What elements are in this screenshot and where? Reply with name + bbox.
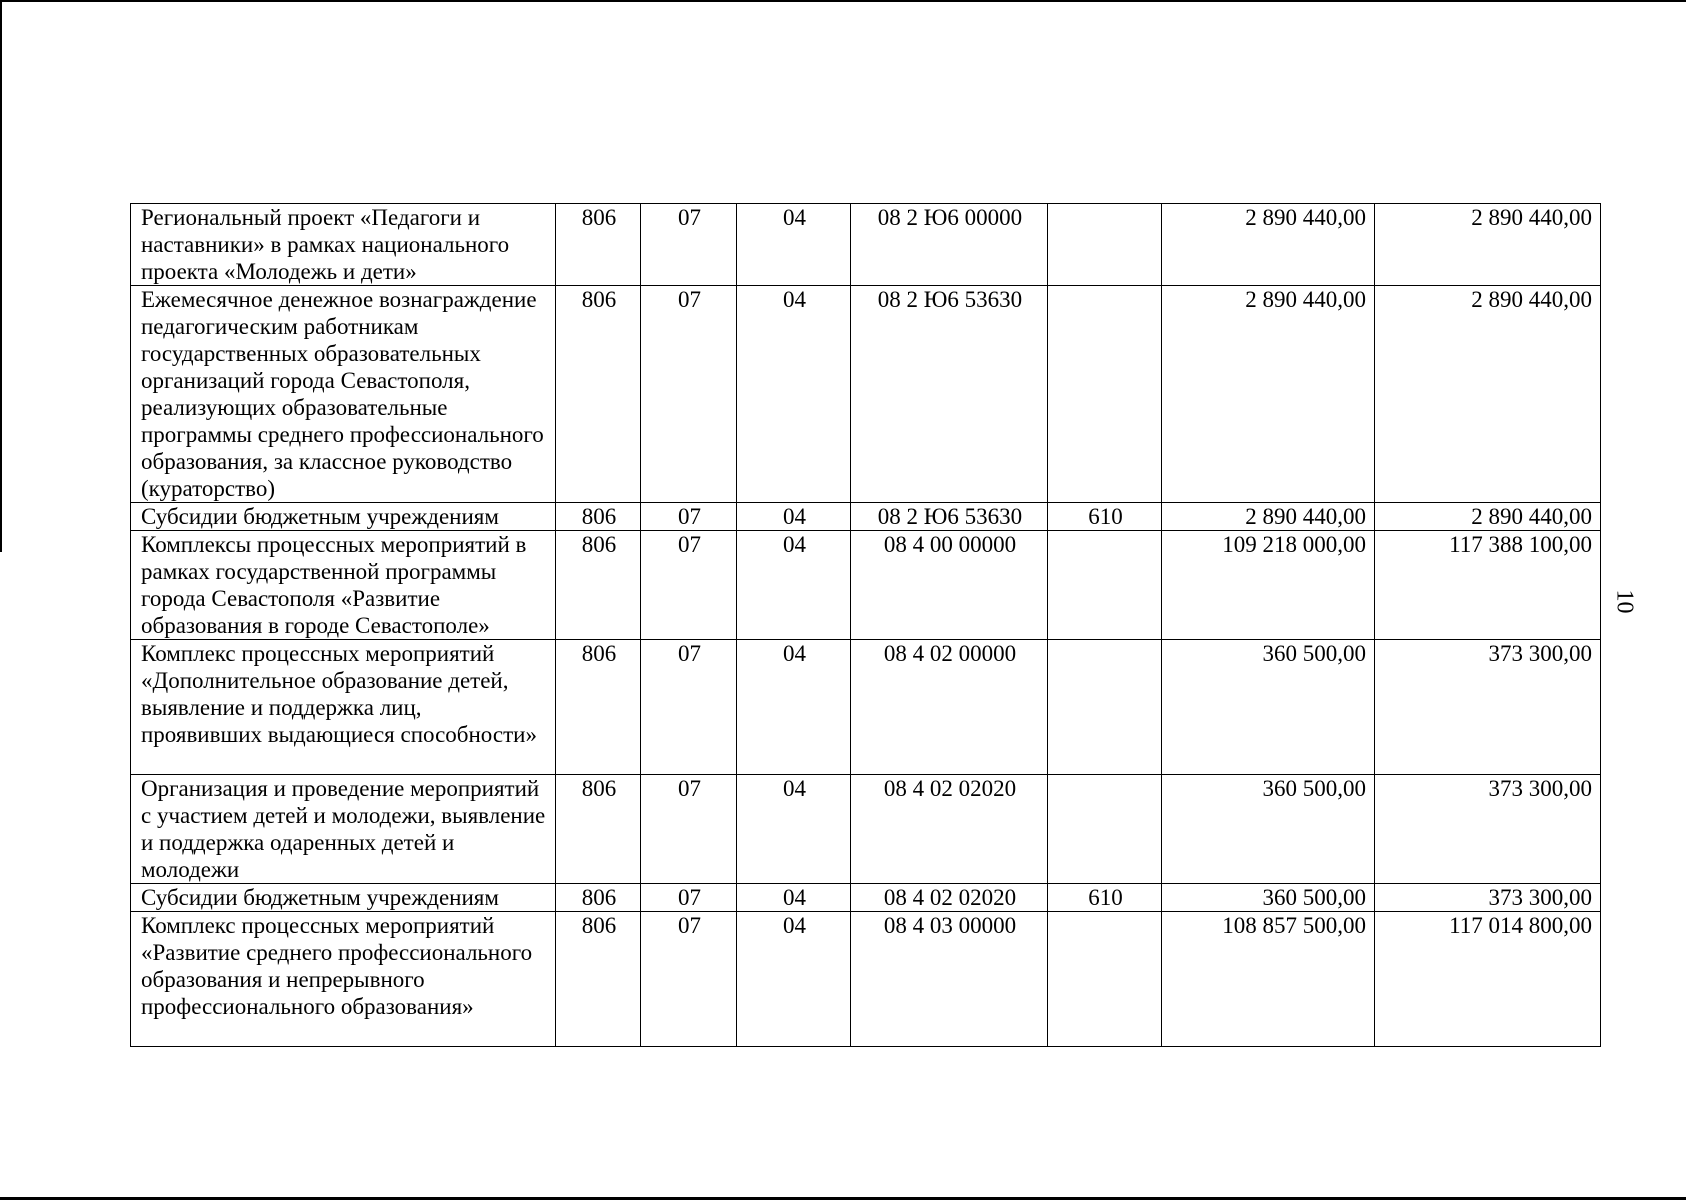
dept-code-cell: 806 [556, 286, 641, 503]
section-code-cell: 07 [641, 531, 737, 640]
expense-type-cell [1048, 640, 1162, 775]
table-row [131, 503, 1601, 531]
section-code-cell: 07 [641, 640, 737, 775]
row-name-cell: Комплексы процессных мероприятий в рамках государственной программы города Севастополя «Развитие образования в городе Севастополе» [131, 531, 556, 640]
row-name-cell: Комплекс процессных мероприятий «Развитие среднего профессионального образования и непрерывного профессионального образования» [131, 912, 556, 1047]
dept-code-cell: 806 [556, 640, 641, 775]
amount-year2-cell: 117 014 800,00 [1375, 912, 1601, 1047]
scan-edge-top [0, 0, 1686, 2]
table-row [131, 884, 1601, 912]
row-name-cell: Ежемесячное денежное вознаграждение педагогическим работникам государственных образовательных организаций города Севастополя, реализующих образовательные программы среднего профессионального образования, за классное руководство (кураторство) [131, 286, 556, 503]
target-article-cell: 08 2 Ю6 00000 [851, 204, 1048, 286]
target-article-cell: 08 4 02 02020 [851, 884, 1048, 912]
amount-year1-cell: 360 500,00 [1162, 775, 1375, 884]
amount-year2-cell: 2 890 440,00 [1375, 204, 1601, 286]
amount-year1-cell: 360 500,00 [1162, 884, 1375, 912]
row-name-cell: Субсидии бюджетным учреждениям [131, 884, 556, 912]
section-code-cell: 07 [641, 775, 737, 884]
amount-year2-cell: 117 388 100,00 [1375, 531, 1601, 640]
expense-type-cell [1048, 286, 1162, 503]
amount-year2-cell: 2 890 440,00 [1375, 286, 1601, 503]
subsection-code-cell: 04 [737, 640, 851, 775]
dept-code-cell: 806 [556, 912, 641, 1047]
table-row [131, 775, 1601, 884]
subsection-code-cell: 04 [737, 503, 851, 531]
expense-type-cell [1048, 531, 1162, 640]
subsection-code-cell: 04 [737, 204, 851, 286]
subsection-code-cell: 04 [737, 286, 851, 503]
target-article-cell: 08 4 02 00000 [851, 640, 1048, 775]
dept-code-cell: 806 [556, 884, 641, 912]
section-code-cell: 07 [641, 286, 737, 503]
row-name-cell: Региональный проект «Педагоги и наставники» в рамках национального проекта «Молодежь и дети» [131, 204, 556, 286]
amount-year1-cell: 2 890 440,00 [1162, 503, 1375, 531]
row-name-cell: Субсидии бюджетным учреждениям [131, 503, 556, 531]
expense-type-cell [1048, 912, 1162, 1047]
expense-type-cell [1048, 775, 1162, 884]
target-article-cell: 08 2 Ю6 53630 [851, 503, 1048, 531]
table-row [131, 640, 1601, 775]
table-row [131, 912, 1601, 1047]
table-row [131, 204, 1601, 286]
subsection-code-cell: 04 [737, 775, 851, 884]
amount-year1-cell: 2 890 440,00 [1162, 286, 1375, 503]
target-article-cell: 08 4 02 02020 [851, 775, 1048, 884]
dept-code-cell: 806 [556, 204, 641, 286]
expense-type-cell: 610 [1048, 503, 1162, 531]
subsection-code-cell: 04 [737, 884, 851, 912]
amount-year2-cell: 2 890 440,00 [1375, 503, 1601, 531]
row-name-cell: Комплекс процессных мероприятий «Дополнительное образование детей, выявление и поддержка лиц, проявивших выдающиеся способности» [131, 640, 556, 775]
dept-code-cell: 806 [556, 503, 641, 531]
amount-year1-cell: 2 890 440,00 [1162, 204, 1375, 286]
target-article-cell: 08 2 Ю6 53630 [851, 286, 1048, 503]
scan-edge-left [0, 0, 2, 552]
budget-table [130, 203, 1601, 1047]
target-article-cell: 08 4 00 00000 [851, 531, 1048, 640]
table-row [131, 531, 1601, 640]
section-code-cell: 07 [641, 912, 737, 1047]
amount-year1-cell: 109 218 000,00 [1162, 531, 1375, 640]
target-article-cell: 08 4 03 00000 [851, 912, 1048, 1047]
amount-year2-cell: 373 300,00 [1375, 640, 1601, 775]
expense-type-cell: 610 [1048, 884, 1162, 912]
section-code-cell: 07 [641, 503, 737, 531]
table-row [131, 286, 1601, 503]
amount-year2-cell: 373 300,00 [1375, 775, 1601, 884]
amount-year1-cell: 360 500,00 [1162, 640, 1375, 775]
page-number: 10 [1611, 589, 1638, 614]
subsection-code-cell: 04 [737, 531, 851, 640]
amount-year1-cell: 108 857 500,00 [1162, 912, 1375, 1047]
row-name-cell: Организация и проведение мероприятий с участием детей и молодежи, выявление и поддержка одаренных детей и молодежи [131, 775, 556, 884]
section-code-cell: 07 [641, 204, 737, 286]
dept-code-cell: 806 [556, 531, 641, 640]
amount-year2-cell: 373 300,00 [1375, 884, 1601, 912]
section-code-cell: 07 [641, 884, 737, 912]
subsection-code-cell: 04 [737, 912, 851, 1047]
dept-code-cell: 806 [556, 775, 641, 884]
expense-type-cell [1048, 204, 1162, 286]
